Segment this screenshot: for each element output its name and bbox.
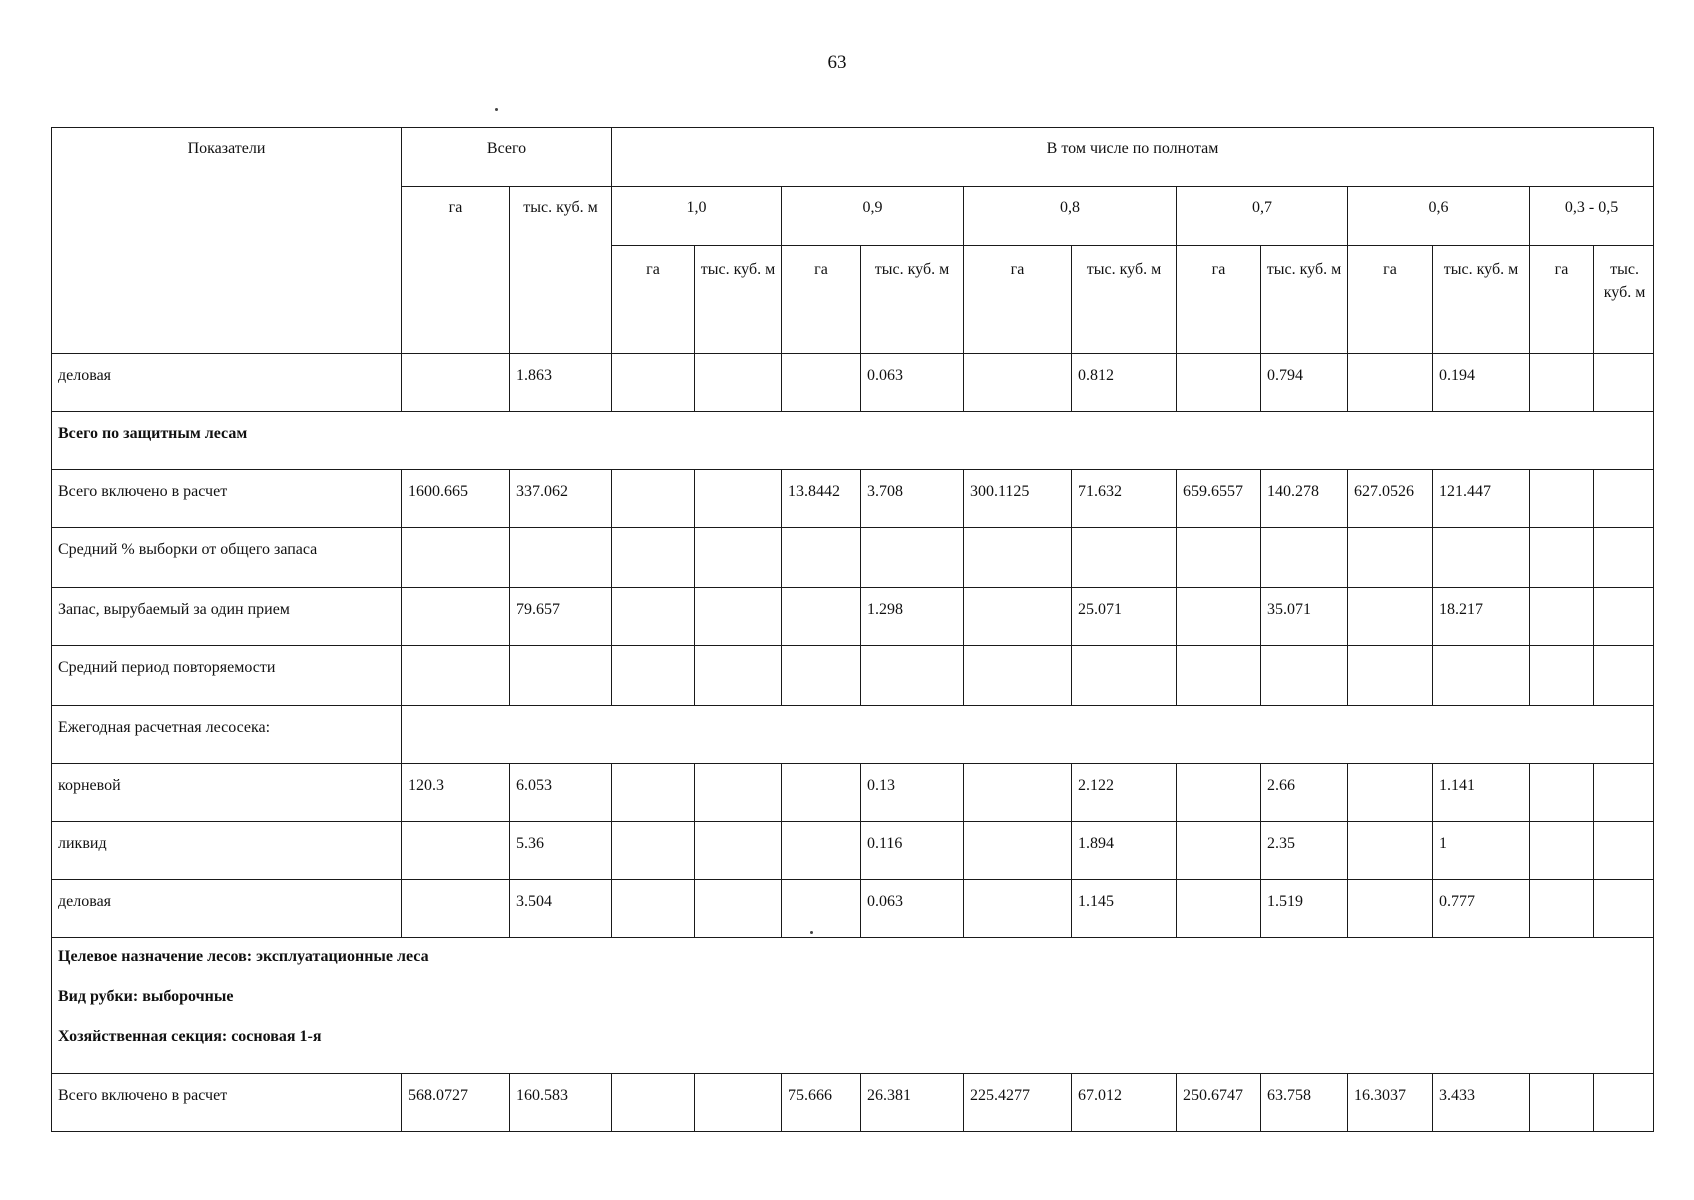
row-value [402,880,510,938]
row-value [402,354,510,412]
row-label: корневой [52,764,402,822]
row-value [1261,646,1348,706]
header-ha: га [782,246,861,354]
row-value: 0.794 [1261,354,1348,412]
row-value: 1.894 [1072,822,1177,880]
table-row [52,354,1654,412]
header-vol: тыс. куб. м [1594,246,1654,354]
row-value: 79.657 [510,588,612,646]
header-total-vol: тыс. куб. м [510,187,612,354]
row-value [861,646,964,706]
row-label: Ежегодная расчетная лесосека: [52,706,402,764]
row-value [1530,354,1594,412]
row-value: 568.0727 [402,1074,510,1132]
header-ha: га [1348,246,1433,354]
row-value [695,646,782,706]
row-value [1177,764,1261,822]
table-row [52,1074,1654,1132]
table-row [52,880,1654,938]
row-value: 71.632 [1072,470,1177,528]
page-number: 63 [827,52,847,73]
row-value: 120.3 [402,764,510,822]
table-row [52,822,1654,880]
row-value [1177,880,1261,938]
row-value [402,822,510,880]
row-label: деловая [52,354,402,412]
header-total-ha: га [402,187,510,354]
header-density-1-0: 1,0 [612,187,782,246]
row-value [1594,1074,1654,1132]
row-value [1594,470,1654,528]
row-value [612,588,695,646]
row-value [782,646,861,706]
row-value [964,588,1072,646]
row-value: 3.433 [1433,1074,1530,1132]
row-value: 337.062 [510,470,612,528]
row-value: 300.1125 [964,470,1072,528]
row-value [1594,880,1654,938]
row-value [695,470,782,528]
header-ha: га [612,246,695,354]
row-value [964,822,1072,880]
table-row [52,528,1654,588]
row-value [695,822,782,880]
table-row [52,646,1654,706]
row-value [612,528,695,588]
row-value [510,528,612,588]
row-value [782,354,861,412]
header-density-0-8: 0,8 [964,187,1177,246]
row-value: 659.6557 [1177,470,1261,528]
row-label: Средний % выборки от общего запаса [52,528,402,588]
row-value: 3.504 [510,880,612,938]
row-value: 18.217 [1433,588,1530,646]
row-value: 1.298 [861,588,964,646]
section-heading-line: Вид рубки: выборочные [58,988,234,1005]
row-value [1530,822,1594,880]
row-value [1072,646,1177,706]
row-value [1348,822,1433,880]
row-value [1530,470,1594,528]
row-value: 250.6747 [1177,1074,1261,1132]
row-value [1177,646,1261,706]
row-value [1530,528,1594,588]
row-value: 0.777 [1433,880,1530,938]
row-value [1594,588,1654,646]
header-density-0-7: 0,7 [1177,187,1348,246]
row-value: 75.666 [782,1074,861,1132]
header-density-0-9: 0,9 [782,187,964,246]
row-value [612,764,695,822]
row-value [964,880,1072,938]
row-value [1348,764,1433,822]
row-value [402,588,510,646]
row-value [1261,528,1348,588]
row-value [782,764,861,822]
row-value [695,528,782,588]
row-value [1433,646,1530,706]
section-heading-line: Хозяйственная секция: сосновая 1-я [58,1028,322,1045]
header-density-0-6: 0,6 [1348,187,1530,246]
row-value [695,588,782,646]
row-value: 13.8442 [782,470,861,528]
row-value [1433,528,1530,588]
header-vol: тыс. куб. м [1261,246,1348,354]
scan-speck [810,931,813,934]
row-value: 1.519 [1261,880,1348,938]
row-label: ликвид [52,822,402,880]
row-value [1530,764,1594,822]
row-value [402,646,510,706]
table-row [52,706,1654,764]
row-value: 1.141 [1433,764,1530,822]
row-value [1348,528,1433,588]
row-value [782,528,861,588]
section-heading-block [52,938,1654,1074]
row-value [1530,880,1594,938]
row-value: 5.36 [510,822,612,880]
row-value: 16.3037 [1348,1074,1433,1132]
row-value: 2.66 [1261,764,1348,822]
row-value [1530,1074,1594,1132]
row-value: 63.758 [1261,1074,1348,1132]
table-body [52,354,1654,1132]
row-value: 121.447 [1433,470,1530,528]
row-value [1348,646,1433,706]
row-value [1177,588,1261,646]
table-row [52,588,1654,646]
scan-speck [495,108,498,111]
row-value [695,764,782,822]
row-value: 160.583 [510,1074,612,1132]
row-value [1594,822,1654,880]
row-value: 2.122 [1072,764,1177,822]
row-value [695,354,782,412]
row-value: 0.063 [861,880,964,938]
table-row [52,938,1654,1074]
row-value [612,1074,695,1132]
row-value: 1600.665 [402,470,510,528]
row-value [1594,528,1654,588]
table-row [52,412,1654,470]
header-vol: тыс. куб. м [1072,246,1177,354]
row-value [1594,354,1654,412]
row-value: 0.812 [1072,354,1177,412]
row-label: Запас, вырубаемый за один прием [52,588,402,646]
row-value [782,880,861,938]
row-value [612,354,695,412]
forest-stock-table [51,127,1654,1132]
row-value [861,528,964,588]
row-value: 225.4277 [964,1074,1072,1132]
row-value [1530,646,1594,706]
row-label: Всего включено в расчет [52,1074,402,1132]
row-label: Всего включено в расчет [52,470,402,528]
header-vol: тыс. куб. м [695,246,782,354]
row-span-empty [402,706,1654,764]
row-value [782,588,861,646]
row-value [1594,764,1654,822]
row-value [695,1074,782,1132]
row-value: 0.194 [1433,354,1530,412]
row-value: 2.35 [1261,822,1348,880]
row-value [964,646,1072,706]
row-value [612,470,695,528]
section-heading: Всего по защитным лесам [52,412,1654,470]
section-heading-line: Целевое назначение лесов: эксплуатационные леса [58,948,429,965]
row-value [612,880,695,938]
row-value [510,646,612,706]
row-value [612,646,695,706]
header-ha: га [1530,246,1594,354]
row-value [1348,880,1433,938]
row-value: 35.071 [1261,588,1348,646]
table-row [52,470,1654,528]
row-value: 0.116 [861,822,964,880]
row-value [402,528,510,588]
row-value: 25.071 [1072,588,1177,646]
row-value [1177,354,1261,412]
header-vol: тыс. куб. м [861,246,964,354]
row-value: 0.13 [861,764,964,822]
row-value [964,528,1072,588]
row-value [1348,354,1433,412]
row-value [1177,822,1261,880]
row-value [782,822,861,880]
header-indicators: Показатели [52,128,402,354]
row-value [1072,528,1177,588]
header-total: Всего [402,128,612,187]
row-value [695,880,782,938]
row-value: 3.708 [861,470,964,528]
row-value: 140.278 [1261,470,1348,528]
row-value [612,822,695,880]
header-vol: тыс. куб. м [1433,246,1530,354]
row-value: 6.053 [510,764,612,822]
row-value: 26.381 [861,1074,964,1132]
row-value: 1 [1433,822,1530,880]
row-value [1177,528,1261,588]
header-by-density: В том числе по полнотам [612,128,1654,187]
row-label: Средний период повторяемости [52,646,402,706]
header-ha: га [964,246,1072,354]
row-value: 1.145 [1072,880,1177,938]
row-value: 627.0526 [1348,470,1433,528]
row-value [1348,588,1433,646]
row-label: деловая [52,880,402,938]
row-value: 1.863 [510,354,612,412]
row-value: 0.063 [861,354,964,412]
table-row [52,764,1654,822]
row-value: 67.012 [1072,1074,1177,1132]
row-value [1530,588,1594,646]
row-value [964,354,1072,412]
header-density-0-3-0-5: 0,3 - 0,5 [1530,187,1654,246]
row-value [1594,646,1654,706]
header-ha: га [1177,246,1261,354]
row-value [964,764,1072,822]
